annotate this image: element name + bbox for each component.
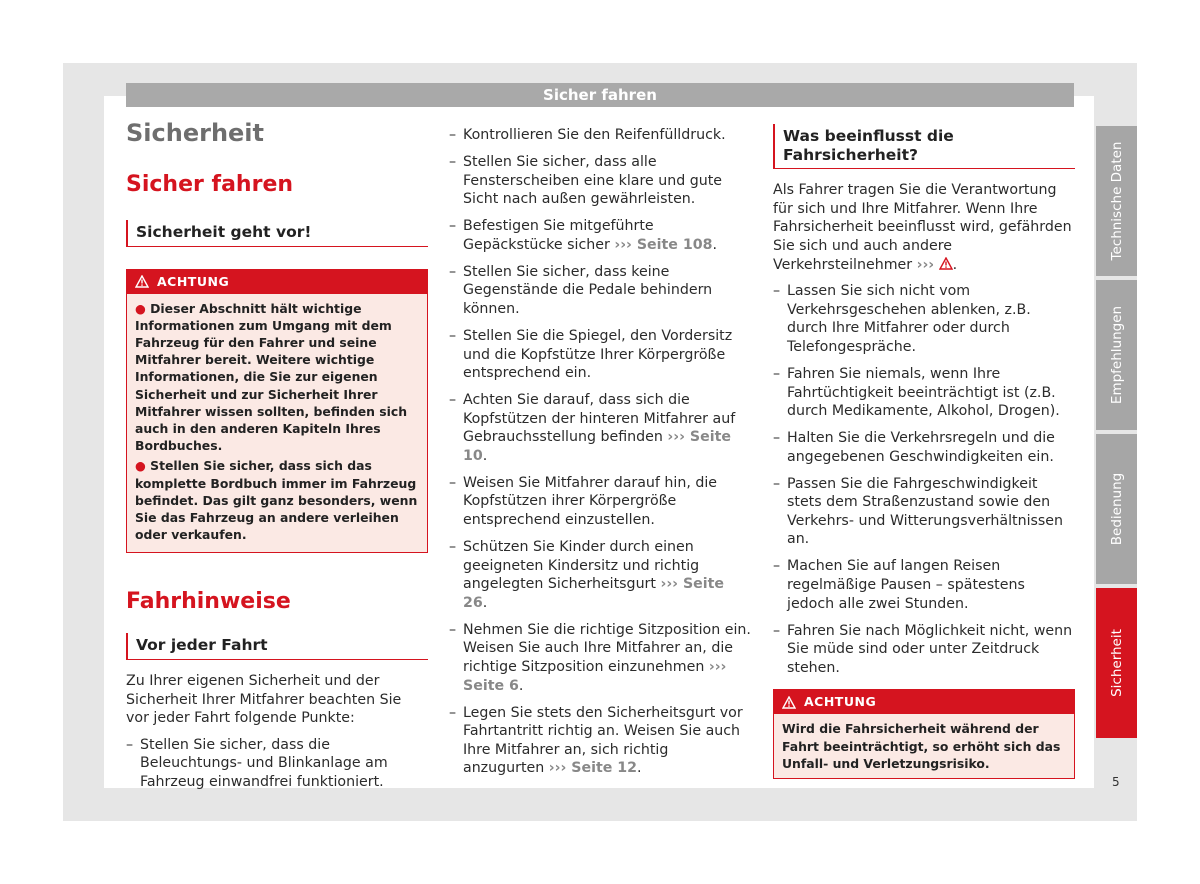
warning-label: ACHTUNG [157, 273, 230, 289]
section-title: Sicher fahren [126, 172, 294, 197]
running-header: Sicher fahren [126, 83, 1074, 107]
checklist-continued [449, 126, 751, 778]
warning-triangle-icon [939, 257, 953, 270]
page-number: 5 [1112, 775, 1120, 789]
intro-paragraph: Zu Ihrer eigenen Sicherheit und der Sicherheit Ihrer Mitfahrer beachten Sie vor jeder Fahrt folgende Punkte: [126, 673, 402, 727]
column-middle [449, 126, 751, 786]
chapter-title: Sicherheit [126, 119, 264, 147]
list-item: – Legen Sie stets den Sicherheitsgurt vor Fahrtantritt richtig an. Weisen Sie auch Ihre Mitfahrer an, sich richtig anzugurten ››› Seite 12. [449, 704, 751, 778]
list-item: – Achten Sie darauf, dass sich die Kopfstützen der hinteren Mitfahrer auf Gebrauchsstellung befinden ››› Seite 10. [449, 391, 751, 465]
list-item: – Passen Sie die Fahrgeschwindigkeit stets dem Straßenzustand sowie den Verkehrs- und Witterungsverhältnissen an. [773, 475, 1075, 549]
warning-triangle-icon [135, 275, 149, 288]
page-reference-link[interactable]: ››› Seite 10 [463, 429, 731, 464]
list-item: – Fahren Sie nach Möglichkeit nicht, wenn Sie müde sind oder unter Zeitdruck stehen. [773, 622, 1075, 678]
subsection-title-vor-jeder-fahrt: Vor jeder Fahrt [126, 633, 428, 660]
column-left [126, 120, 428, 800]
warning-body [127, 294, 427, 553]
list-item: – Halten Sie die Verkehrsregeln und die angegebenen Geschwindigkeiten ein. [773, 429, 1075, 466]
list-item: – Fahren Sie niemals, wenn Ihre Fahrtüchtigkeit beeinträchtigt ist (z.B. durch Medikamente, Alkohol, Drogen). [773, 365, 1075, 421]
list-item: – Kontrollieren Sie den Reifenfülldruck. [449, 126, 751, 145]
warning-body: Wird die Fahrsicherheit während der Fahrt beeinträchtigt, so erhöht sich das Unfall- und Verletzungsrisiko. [782, 721, 1061, 771]
warning-box [773, 689, 1075, 779]
intro-paragraph: Als Fahrer tragen Sie die Verantwortung für sich und Ihre Mitfahrer. Wenn Ihre Fahrsicherheit beeinflusst wird, gefährden Sie sich und auch andere Verkehrsteilnehmer ››› . [773, 182, 1072, 273]
page-reference-link[interactable]: ››› Seite 26 [463, 576, 725, 611]
checklist [126, 736, 428, 792]
warning-reference-link[interactable]: ››› [916, 256, 935, 273]
tab-sicherheit[interactable]: Sicherheit [1096, 588, 1137, 738]
page-reference-link[interactable]: ››› Seite 108 [614, 236, 713, 253]
warning-header [774, 690, 1074, 714]
section-title-fahrhinweise: Fahrhinweise [126, 589, 291, 615]
page-reference-link[interactable]: ››› Seite 6 [463, 658, 727, 694]
warning-item: ● Dieser Abschnitt hält wichtige Informationen zum Umgang mit dem Fahrzeug für den Fahrer und seine Mitfahrer bereit. Weitere wichtige Informationen, die Sie zur eigenen Sicherheit und zur Sicherheit Ihrer Mitfahrer wissen sollten, befinden sich auch in den anderen Kapiteln Ihres Bordbuches. [135, 300, 408, 454]
warning-triangle-icon [782, 696, 796, 709]
list-item: – Befestigen Sie mitgeführte Gepäckstücke sicher ››› Seite 108. [449, 217, 751, 254]
subsection-title: Sicherheit geht vor! [126, 220, 428, 247]
list-item: – Nehmen Sie die richtige Sitzposition ein. Weisen Sie auch Ihre Mitfahrer an, die richtige Sitzposition einzunehmen ››› Seite 6. [449, 621, 751, 695]
tab-empfehlungen[interactable]: Empfehlungen [1096, 280, 1137, 430]
list-item: – Stellen Sie die Spiegel, den Vordersitz und die Kopfstütze Ihrer Körpergröße entsprechend ein. [449, 327, 751, 383]
list-item: – Machen Sie auf langen Reisen regelmäßige Pausen – spätestens jedoch alle zwei Stunden. [773, 557, 1075, 613]
warning-box [126, 269, 428, 554]
subsection-title-fahrsicherheit: Was beeinflusst die Fahrsicherheit? [773, 124, 1075, 169]
list-item: – Weisen Sie Mitfahrer darauf hin, die Kopfstützen ihrer Körpergröße entsprechend einzustellen. [449, 474, 751, 530]
tab-technische-daten[interactable]: Technische Daten [1096, 126, 1137, 276]
column-right [773, 120, 1075, 779]
risk-list [773, 282, 1075, 677]
list-item: – Stellen Sie sicher, dass alle Fensterscheiben eine klare und gute Sicht nach außen gewährleisten. [449, 153, 751, 209]
list-item: – Stellen Sie sicher, dass keine Gegenstände die Pedale behindern können. [449, 263, 751, 319]
list-item: – Schützen Sie Kinder durch einen geeigneten Kindersitz und richtig angelegten Sicherheitsgurt ››› Seite 26. [449, 538, 751, 612]
tab-bedienung[interactable]: Bedienung [1096, 434, 1137, 584]
warning-item: ● Stellen Sie sicher, dass sich das komplette Bordbuch immer im Fahrzeug befindet. Das gilt ganz besonders, wenn Sie das Fahrzeug an andere verleihen oder verkaufen. [135, 458, 418, 543]
list-item: – Lassen Sie sich nicht vom Verkehrsgeschehen ablenken, z.B. durch Ihre Mitfahrer oder durch Telefongespräche. [773, 282, 1075, 356]
warning-label: ACHTUNG [804, 694, 877, 710]
page-reference-link[interactable]: ››› Seite 12 [548, 760, 638, 777]
list-item: – Stellen Sie sicher, dass die Beleuchtungs- und Blinkanlage am Fahrzeug einwandfrei funktioniert. [126, 736, 428, 792]
warning-header [127, 270, 427, 294]
